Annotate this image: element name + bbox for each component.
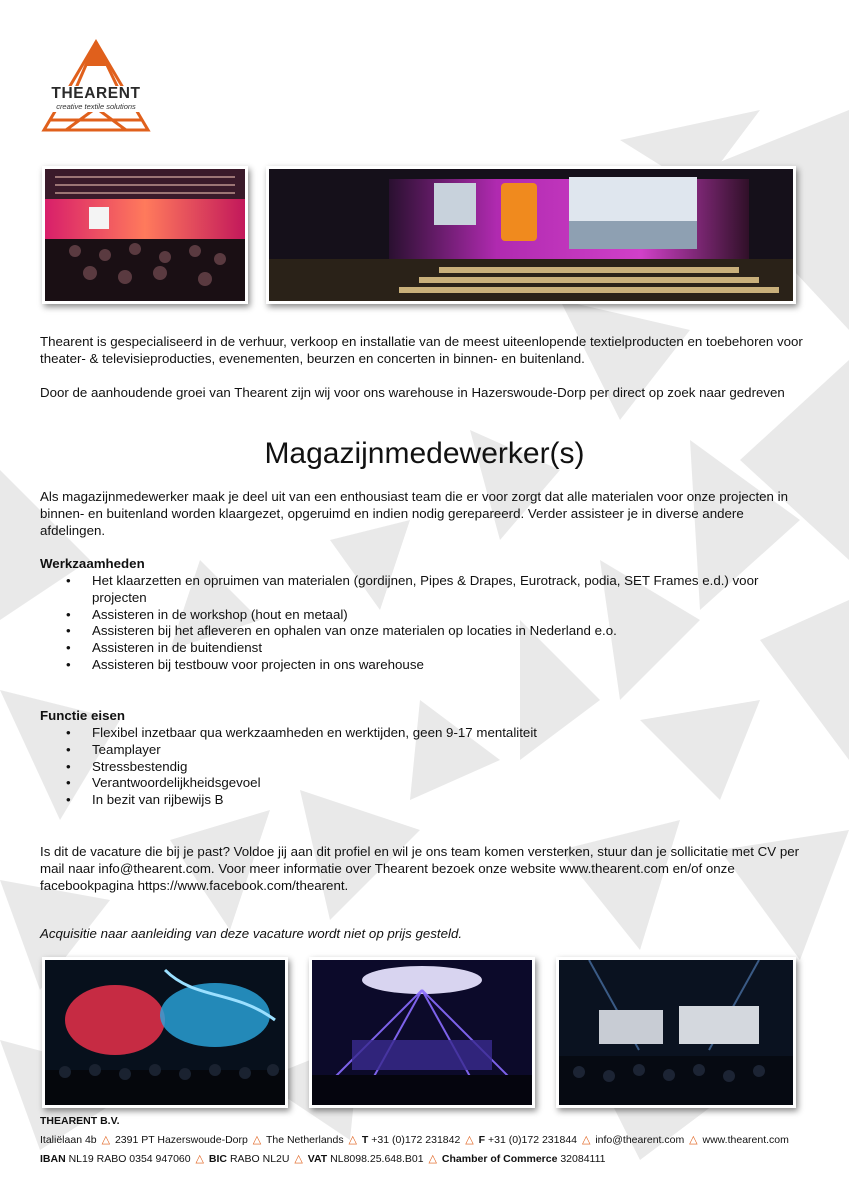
acquisition-note: Acquisitie naar aanleiding van deze vacature wordt niet op prijs gesteld.	[40, 926, 463, 941]
triangle-separator-icon: △	[294, 1153, 303, 1165]
triangle-separator-icon: △	[195, 1153, 204, 1165]
list-item: • Assisteren bij testbouw voor projecten in ons warehouse	[40, 657, 810, 674]
photo-conference-hall	[42, 166, 248, 304]
thearent-logo	[36, 38, 156, 136]
footer-contact-line	[40, 1133, 840, 1147]
logo-tagline: creative textile solutions	[40, 102, 152, 112]
iban: NL19 RABO 0354 947060	[68, 1153, 191, 1165]
list-item: • In bezit van rijbewijs B	[40, 792, 810, 809]
photo-concert-stage-purple	[309, 957, 535, 1108]
company-name: THEARENT B.V.	[40, 1115, 120, 1127]
list-item: • Het klaarzetten en opruimen van materialen (gordijnen, Pipes & Drapes, Eurotrack, podia, SET Frames e.d.) voor projecten	[40, 573, 810, 607]
list-item: • Stressbestendig	[40, 759, 810, 776]
vat-label: VAT	[307, 1153, 328, 1165]
photo-concert-neon	[42, 957, 288, 1108]
photo-arena-stage	[266, 166, 796, 304]
website-link[interactable]: www.thearent.com	[702, 1134, 789, 1146]
triangle-separator-icon: △	[101, 1134, 111, 1146]
triangle-separator-icon: △	[428, 1153, 437, 1165]
intro-paragraph-1: Thearent is gespecialiseerd in de verhuur, verkoop en installatie van de meest uiteenlopende textielproducten en toebehoren voor theater- & televisieproducties, evenementen, beurzen en concerten in binnen- en buitenland.	[40, 334, 803, 366]
werkzaamheden-heading: Werkzaamheden	[40, 556, 145, 571]
triangle-separator-icon: △	[252, 1134, 262, 1146]
postcode-city: 2391 PT Hazerswoude-Dorp	[114, 1134, 248, 1146]
fax: +31 (0)172 231844	[487, 1134, 578, 1146]
phone: +31 (0)172 231842	[371, 1134, 461, 1146]
intro-paragraph-2: Door de aanhoudende groei van Thearent zijn wij voor ons warehouse in Hazerswoude-Dorp per direct op zoek naar gedreven	[40, 385, 785, 400]
werkzaamheden-list	[40, 573, 810, 674]
list-item: • Verantwoordelijkheidsgevoel	[40, 775, 810, 792]
triangle-separator-icon: △	[348, 1134, 357, 1146]
functie-eisen-heading: Functie eisen	[40, 708, 125, 723]
list-item: • Teamplayer	[40, 742, 810, 759]
vat: NL8098.25.648.B01	[330, 1153, 424, 1165]
iban-label: IBAN	[40, 1153, 66, 1165]
triangle-separator-icon: △	[581, 1134, 591, 1146]
country: The Netherlands	[265, 1134, 344, 1146]
functie-eisen-list	[40, 725, 810, 809]
triangle-separator-icon: △	[465, 1134, 474, 1146]
address: Italiëlaan 4b	[40, 1134, 97, 1146]
fax-label: F	[478, 1134, 486, 1146]
logo-wordmark: THEARENT	[40, 86, 152, 102]
triangle-separator-icon: △	[689, 1134, 698, 1146]
coc: 32084111	[560, 1153, 606, 1165]
phone-label: T	[361, 1134, 369, 1146]
list-item: • Flexibel inzetbaar qua werkzaamheden en werktijden, geen 9-17 mentaliteit	[40, 725, 810, 742]
email-link[interactable]: info@thearent.com	[595, 1134, 685, 1146]
coc-label: Chamber of Commerce	[441, 1153, 558, 1165]
list-item: • Assisteren bij het afleveren en ophalen van onze materialen op locaties in Nederland e.o.	[40, 623, 810, 640]
footer-banking-line	[40, 1152, 840, 1166]
footer-company	[40, 1114, 840, 1128]
page-title: Magazijnmedewerker(s)	[264, 437, 585, 470]
bic: RABO NL2U	[229, 1153, 290, 1165]
application-paragraph: Is dit de vacature die bij je past? Voldoe jij aan dit profiel en wil je ons team komen versterken, stuur dan je sollicitatie met CV per mail naar info@thearent.com. Voor meer informatie over Thearent bezoek onze website www.thearent.com en/of onze facebookpagina https://www.facebook.com/thearent.	[40, 844, 800, 893]
bic-label: BIC	[208, 1153, 228, 1165]
job-description: Als magazijnmedewerker maak je deel uit van een enthousiast team die er voor zorgt dat alle materialen voor onze projecten in binnen- en buitenland worden klaargezet, opgeruimd en indien nodig gerepareerd. Verder assisteer je in diverse andere afdelingen.	[40, 489, 788, 538]
photo-concert-screens	[556, 957, 796, 1108]
list-item: • Assisteren in de buitendienst	[40, 640, 810, 657]
list-item: • Assisteren in de workshop (hout en metaal)	[40, 607, 810, 624]
